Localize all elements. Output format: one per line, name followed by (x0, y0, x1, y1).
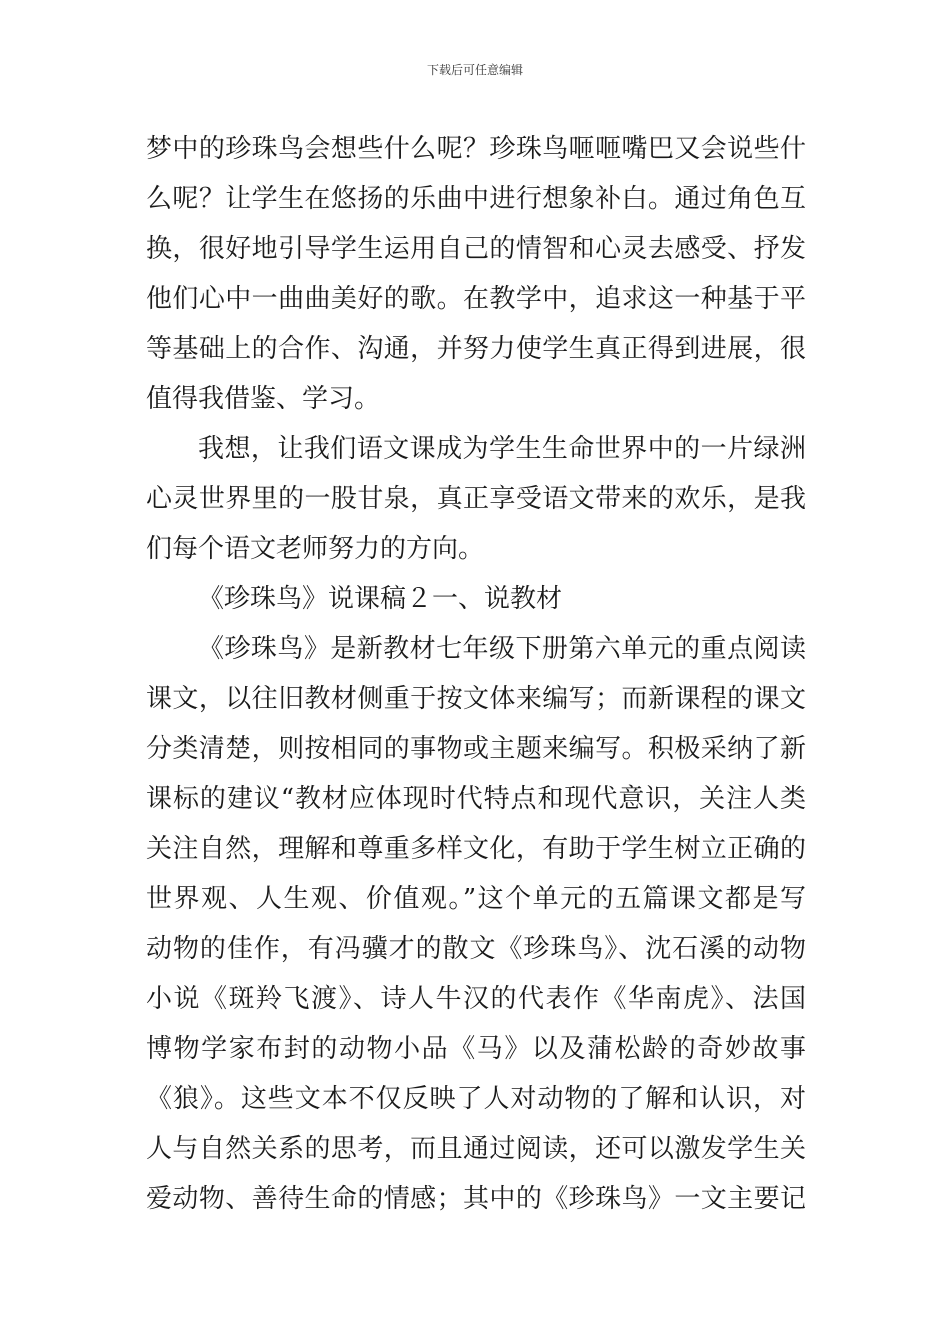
text-line: 我想，让我们语文课成为学生生命世界中的一片绿洲 (198, 434, 806, 464)
text-line: 爱动物、善待生命的情感；其中的《珍珠鸟》一文主要记 (146, 1184, 806, 1214)
text-line: 世界观、人生观、价值观。”这个单元的五篇课文都是写 (146, 884, 806, 914)
text-line: 心灵世界里的一股甘泉，真正享受语文带来的欢乐，是我 (146, 484, 806, 514)
text-line: 人与自然关系的思考，而且通过阅读，还可以激发学生关 (146, 1134, 806, 1164)
text-line: 《珍珠鸟》是新教材七年级下册第六单元的重点阅读 (198, 634, 806, 664)
text-line: 课标的建议“教材应体现时代特点和现代意识，关注人类 (146, 784, 806, 814)
document-body (146, 124, 806, 1224)
text-line: 动物的佳作，有冯骥才的散文《珍珠鸟》、沈石溪的动物 (146, 934, 806, 964)
text-line: 《狼》。这些文本不仅反映了人对动物的了解和认识，对 (146, 1084, 806, 1114)
text-line: 关注自然，理解和尊重多样文化，有助于学生树立正确的 (146, 834, 806, 864)
text-line: 博物学家布封的动物小品《马》以及蒲松龄的奇妙故事 (146, 1034, 806, 1064)
text-line: 梦中的珍珠鸟会想些什么呢？珍珠鸟咂咂嘴巴又会说些什 (146, 134, 806, 164)
page-header: 下载后可任意编辑 (426, 63, 523, 77)
text-line: 课文，以往旧教材侧重于按文体来编写；而新课程的课文 (146, 684, 806, 714)
text-line: 们每个语文老师努力的方向。 (146, 534, 485, 564)
text-line: 小说《斑羚飞渡》、诗人牛汉的代表作《华南虎》、法国 (146, 984, 806, 1014)
text-line: 换，很好地引导学生运用自己的情智和心灵去感受、抒发 (146, 234, 806, 264)
text-line: 等基础上的合作、沟通，并努力使学生真正得到进展，很 (146, 334, 806, 364)
text-line: 他们心中一曲曲美好的歌。在教学中，追求这一种基于平 (146, 284, 806, 314)
text-line: 《珍珠鸟》说课稿２一、说教材 (198, 584, 563, 614)
text-line: 值得我借鉴、学习。 (146, 384, 381, 414)
text-line: 分类清楚，则按相同的事物或主题来编写。积极采纳了新 (146, 734, 806, 764)
text-line: 么呢？让学生在悠扬的乐曲中进行想象补白。通过角色互 (146, 184, 806, 214)
